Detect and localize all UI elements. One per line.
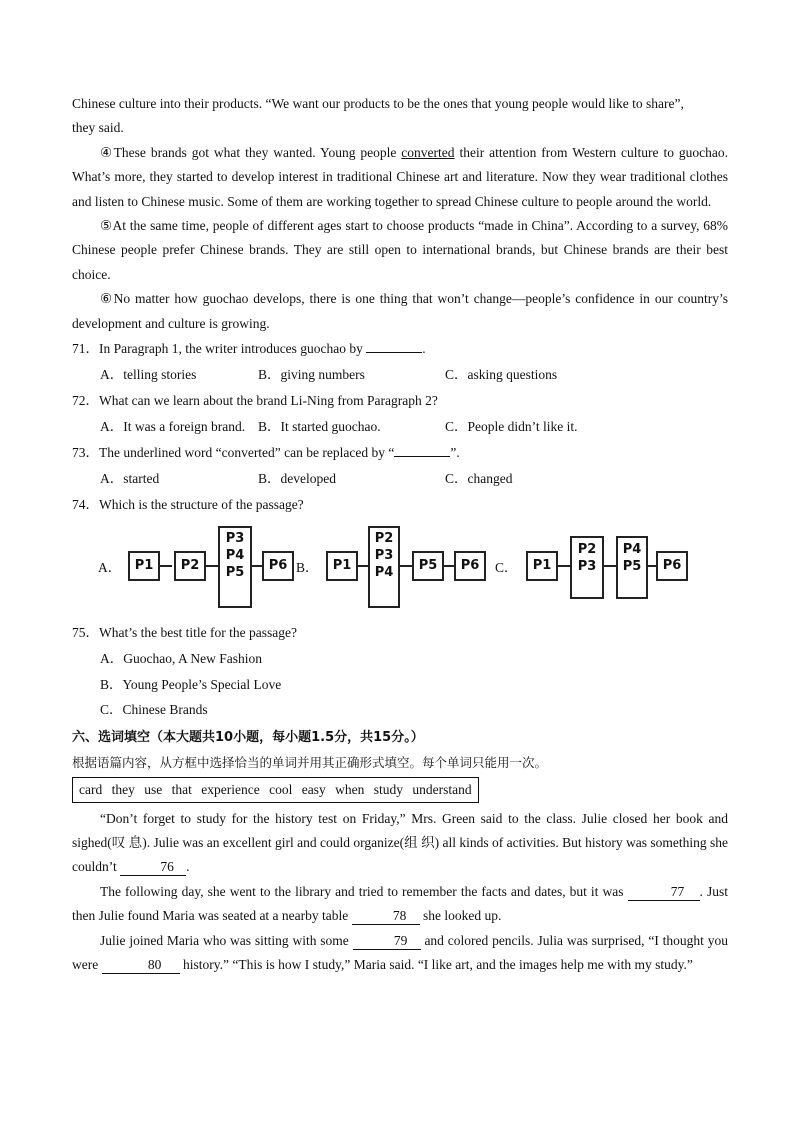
cloze-text: . [186,859,190,875]
option-73-c[interactable]: C．changed [445,471,513,487]
section-6-instruction: 根据语篇内容，从方框中选择恰当的单词并用其正确形式填空。每个单词只能用一次。 [72,754,548,770]
question-73 [72,440,728,466]
diagram-a-box-p3-p5: P3 P4 P5 [218,526,252,608]
option-74-c-label[interactable]: C． [495,560,518,576]
option-73-b[interactable]: B．developed [258,471,336,487]
answer-blank-73[interactable] [394,456,450,457]
exam-page [72,92,728,977]
word-bank [72,777,479,803]
paragraph-4-start: ④These brands got what they wanted. Young people [100,144,402,160]
connector [556,565,570,567]
option-75-b[interactable]: B．Young People’s Special Love [100,676,282,692]
word-cool: cool [269,781,293,797]
diagram-b-box-p2-p4: P2 P3 P4 [368,526,400,608]
diagram-c-box-p1: P1 [526,551,558,581]
paragraph-6: ⑥No matter how guochao develops, there is one thing that won’t change—people’s confidence in our country’s development and culture is growing. [72,291,728,331]
question-73-options [72,466,728,492]
diagram-c-box-p2-p3: P2 P3 [570,536,604,599]
connector [602,565,616,567]
word-study: study [373,781,403,797]
answer-blank-77[interactable]: 77 [628,884,700,901]
answer-blank-78[interactable]: 78 [352,908,420,925]
word-they: they [111,781,135,797]
diagram-b-box-p5: P5 [412,551,444,581]
option-71-b[interactable]: B．giving numbers [258,367,365,383]
option-72-b[interactable]: B．It started guochao. [258,419,381,435]
paragraph-4-rest: their attention from Western culture to guochao. What’s more, they started to develop interest in traditional Chinese art and literature. Now they wear traditional clothes and listen to Chinese music. Some of them are working together to spread Chinese culture to people around the world. [72,144,728,209]
section-6-heading: 六、选词填空（本大题共10小题，每小题1.5分，共15分。） [72,729,424,745]
question-71-options [72,362,728,388]
diagram-b-box-p1: P1 [326,551,358,581]
question-72: 72．What can we learn about the brand Li-Ning from Paragraph 2? [72,393,438,409]
paragraph-5: ⑤At the same time, people of different ages start to choose products “made in China”. According to a survey, 68% Chinese people prefer Chinese brands. They are still open to international brands, but Chinese brands are their best choice. [72,218,728,282]
option-72-a[interactable]: A．It was a foreign brand. [100,419,246,435]
diagram-c-box-p4-p5: P4 P5 [616,536,648,599]
cloze-text: she looked up. [419,908,502,924]
answer-blank-71[interactable] [366,352,422,353]
cloze-text: “Don’t forget to study for the history test on Friday,” Mrs. Green said to the class. Julie closed her book and sighed(叹 息). Julie was an excellent girl and could organize(组 织) all kinds of activities. But history was something she couldn’t [72,810,728,875]
question-73-stem: 73．The underlined word “converted” can be replaced by “ [72,445,395,461]
cloze-paragraph-1 [72,807,728,880]
cloze-paragraph-2 [72,880,728,929]
word-when: when [335,781,365,797]
diagram-c-box-p6: P6 [656,551,688,581]
option-74-b-label[interactable]: B． [296,560,319,576]
word-easy: easy [301,781,326,797]
diagram-a-box-p1: P1 [128,551,160,581]
option-71-c[interactable]: C．asking questions [445,367,558,383]
question-71-stem: 71．In Paragraph 1, the writer introduces guochao by [72,341,367,357]
question-75-options [72,646,728,723]
paragraph-3-continuation-line2: they said. [72,120,124,136]
question-72-options [72,414,728,440]
word-card: card [79,781,103,797]
question-73-end: ”. [450,445,460,461]
answer-blank-76[interactable]: 76 [120,859,186,876]
paragraph-3-continuation-line1: Chinese culture into their products. “We want our products to be the ones that young people would like to share”, [72,96,684,111]
question-74: 74．Which is the structure of the passage? [72,497,304,513]
question-71-end: . [422,341,426,357]
connector [398,565,412,567]
option-73-a[interactable]: A．started [100,471,160,487]
option-72-c[interactable]: C．People didn’t like it. [445,419,578,435]
cloze-paragraph-3 [72,929,728,978]
underlined-word-converted: converted [401,144,455,160]
cloze-text: The following day, she went to the library and tried to remember the facts and dates, but it was [100,883,628,899]
cloze-text: Julie joined Maria who was sitting with some [100,932,353,948]
diagram-a-box-p2: P2 [174,551,206,581]
question-71 [72,336,728,362]
option-74-a-label[interactable]: A． [98,560,122,576]
cloze-text: and colored pencils. Julia was surprised, “I thought you were [72,932,728,972]
cloze-text: history.” “This is how I study,” Maria said. “I like art, and the images help me with my study.” [179,957,693,972]
answer-blank-79[interactable]: 79 [353,933,421,950]
option-75-c[interactable]: C．Chinese Brands [100,702,208,718]
word-that: that [171,781,192,797]
word-use: use [144,781,163,797]
connector [204,565,218,567]
cloze-text: . Just then Julie found Maria was seated at a nearby table [72,883,728,924]
word-understand: understand [412,781,472,797]
diagram-a-box-p6: P6 [262,551,294,581]
answer-blank-80[interactable]: 80 [102,957,180,974]
structure-diagrams [72,522,728,618]
option-71-a[interactable]: A．telling stories [100,367,197,383]
paragraph-4 [72,141,728,214]
diagram-b-box-p6: P6 [454,551,486,581]
option-75-a[interactable]: A．Guochao, A New Fashion [100,651,262,667]
question-75: 75．What’s the best title for the passage? [72,625,297,641]
word-experience: experience [201,781,260,797]
